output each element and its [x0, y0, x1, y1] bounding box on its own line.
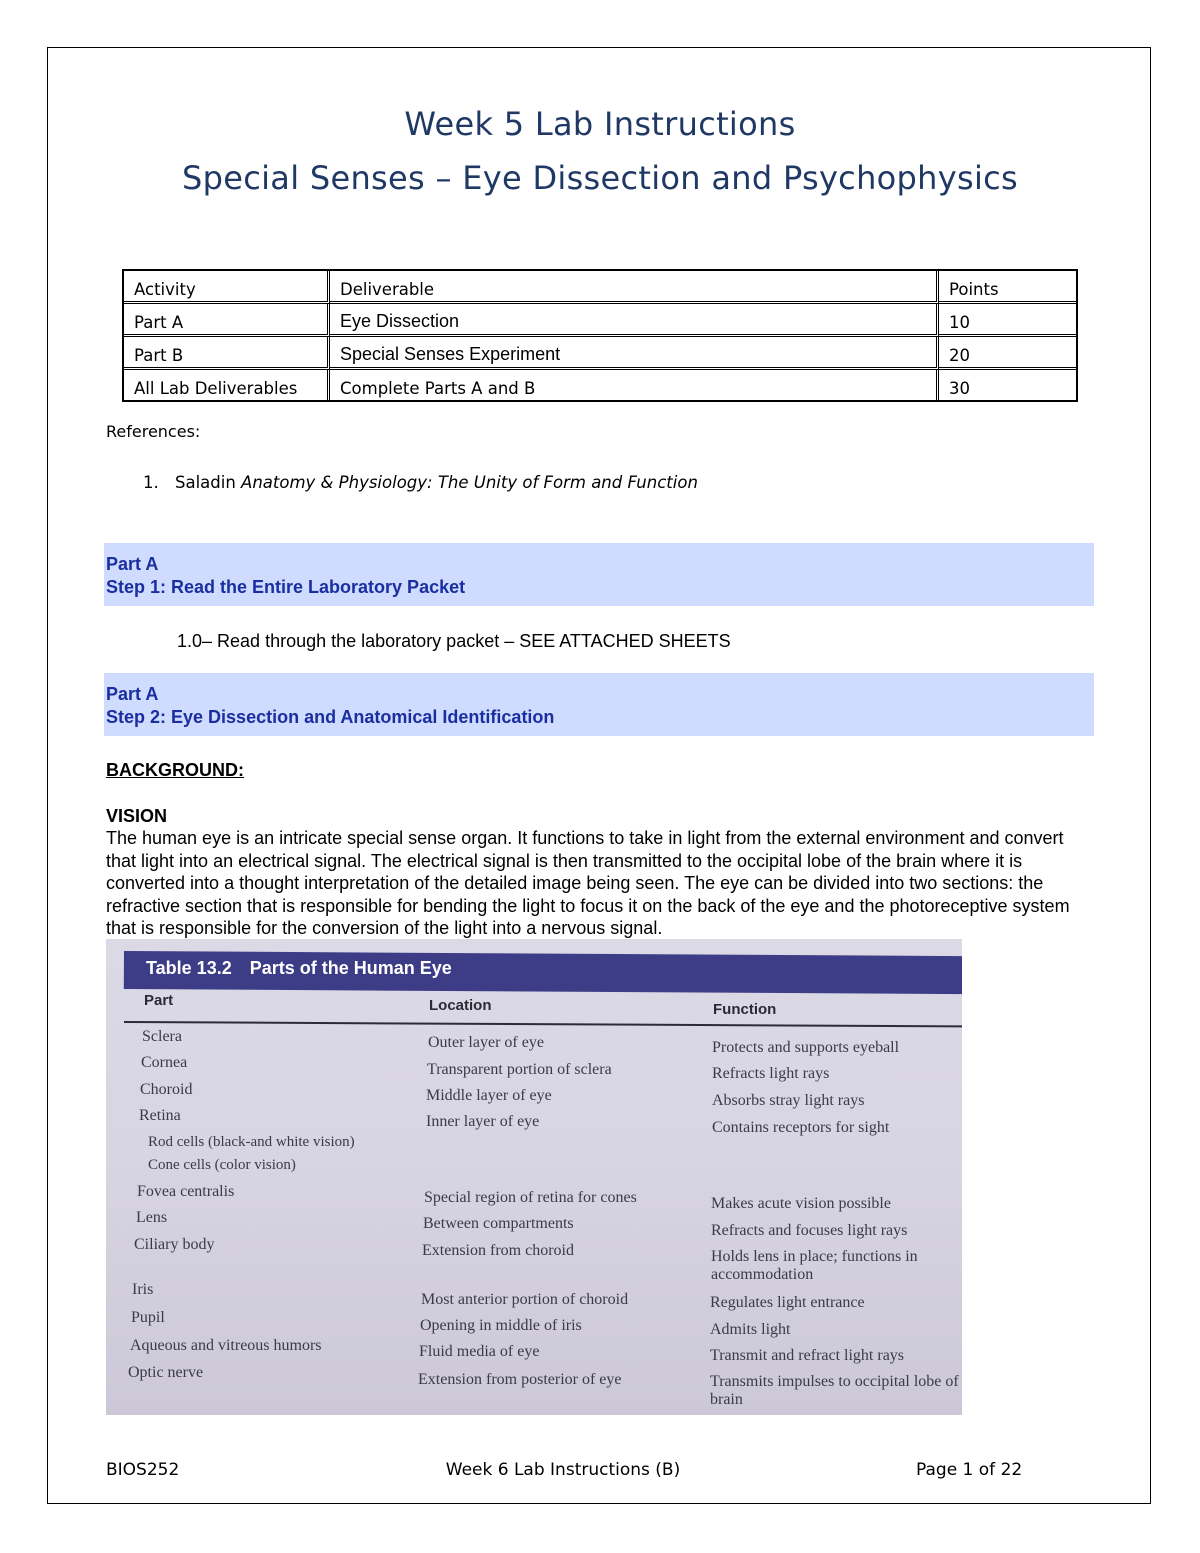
location-cell: Special region of retina for cones: [424, 1189, 637, 1206]
location-cell: Fluid media of eye: [419, 1343, 540, 1360]
step2-part-label: Part A: [106, 684, 159, 704]
function-cell: Absorbs stray light rays: [712, 1092, 865, 1109]
column-header-function: Function: [713, 1001, 777, 1018]
part-cell: Lens: [136, 1209, 168, 1226]
vision-paragraph: The human eye is an intricate special sense organ. It functions to take in light from the external environment and convert that light into an electrical signal. The electrical signal is then transmitted to the occipital lobe of the brain where it is converted into a thought interpretation of the detailed image being seen. The eye can be divided into two sections: the refractive section that is responsible for bending the light to focus it on the back of the eye and the photoreceptive system that is responsible for the conversion of the light into a nervous signal.: [106, 828, 1070, 938]
reference-item: [143, 473, 698, 492]
table-cell: Eye Dissection: [330, 304, 939, 337]
step2-header: [104, 673, 1094, 736]
part-cell: Cone cells (color vision): [148, 1157, 296, 1173]
function-cell: Admits light: [710, 1321, 791, 1338]
table-cell: Part A: [124, 304, 330, 337]
function-cell: Transmits impulses to occipital lobe of brain: [710, 1373, 959, 1408]
location-cell: Inner layer of eye: [426, 1113, 540, 1130]
function-cell: Contains receptors for sight: [712, 1119, 890, 1136]
table-caption: Parts of the Human Eye: [249, 958, 452, 978]
table-cell: Special Senses Experiment: [330, 337, 939, 370]
table-title: [146, 958, 452, 979]
table-header-cell: Activity: [124, 271, 330, 304]
reference-author: Saladin: [175, 473, 242, 492]
function-cell: Transmit and refract light rays: [710, 1347, 905, 1364]
function-cell: Regulates light entrance: [710, 1294, 865, 1311]
footer-title: Week 6 Lab Instructions (B): [445, 1460, 681, 1480]
reference-title: Anatomy & Physiology: The Unity of Form and Function: [241, 473, 698, 492]
part-cell: Sclera: [142, 1028, 182, 1045]
part-cell: Rod cells (black-and white vision): [148, 1134, 355, 1150]
part-cell: Choroid: [140, 1081, 193, 1098]
table-row: [124, 304, 1076, 337]
part-cell: Retina: [139, 1107, 181, 1124]
vision-heading: VISION: [106, 806, 168, 826]
table-cell: 20: [939, 337, 1076, 370]
deliverables-table: [122, 269, 1078, 402]
table-row: [124, 337, 1076, 370]
table-cell: 30: [949, 379, 970, 398]
footer-course: BIOS252: [106, 1460, 180, 1480]
page-subtitle: Special Senses – Eye Dissection and Psychophysics: [182, 159, 1018, 197]
location-cell: Middle layer of eye: [426, 1087, 552, 1104]
column-header-part: Part: [144, 992, 174, 1009]
eye-parts-table-photo: [106, 939, 962, 1415]
location-cell: Extension from posterior of eye: [418, 1371, 622, 1388]
column-header-location: Location: [429, 997, 492, 1014]
table-cell: All Lab Deliverables: [124, 370, 330, 400]
part-cell: Iris: [132, 1281, 154, 1298]
part-cell: Pupil: [131, 1309, 165, 1326]
footer-page-number: Page 1 of 22: [916, 1460, 1023, 1480]
location-cell: Most anterior portion of choroid: [421, 1291, 629, 1308]
part-cell: Aqueous and vitreous humors: [130, 1337, 322, 1354]
part-cell: Optic nerve: [128, 1364, 204, 1381]
location-cell: Opening in middle of iris: [420, 1317, 582, 1334]
step1-part-label: Part A: [106, 554, 159, 574]
step1-header: [104, 543, 1094, 606]
table-header-cell: Points: [939, 271, 1076, 304]
location-cell: Outer layer of eye: [428, 1034, 544, 1051]
function-cell: Makes acute vision possible: [711, 1195, 891, 1212]
table-cell: Complete Parts A and B: [330, 370, 939, 400]
part-cell: Fovea centralis: [137, 1183, 235, 1200]
location-cell: Transparent portion of sclera: [427, 1061, 612, 1078]
part-cell: Cornea: [141, 1054, 188, 1071]
header-rule: [124, 1021, 962, 1027]
step1-title: Step 1: Read the Entire Laboratory Packet: [106, 577, 466, 597]
step1-instruction: 1.0– Read through the laboratory packet – SEE ATTACHED SHEETS: [177, 631, 731, 651]
table-cell: 10: [939, 304, 1076, 337]
function-cell: Refracts light rays: [712, 1065, 830, 1082]
page-title: Week 5 Lab Instructions: [404, 105, 796, 143]
function-cell: Refracts and focuses light rays: [711, 1222, 908, 1239]
reference-number: 1.: [143, 473, 159, 492]
location-cell: Extension from choroid: [422, 1242, 574, 1259]
table-cell: Part B: [124, 337, 330, 370]
table-header-row: [124, 271, 1076, 304]
background-heading: BACKGROUND:: [106, 760, 244, 780]
step2-title: Step 2: Eye Dissection and Anatomical Identification: [106, 707, 555, 727]
references-label: References:: [106, 422, 201, 441]
table-row: [124, 370, 1076, 400]
location-cell: Between compartments: [423, 1215, 574, 1232]
function-cell: Protects and supports eyeball: [712, 1039, 900, 1056]
table-number: Table 13.2: [146, 958, 232, 978]
part-cell: Ciliary body: [134, 1236, 215, 1253]
function-cell: Holds lens in place; functions in accommodation: [711, 1248, 918, 1283]
table-header-cell: Deliverable: [330, 271, 939, 304]
